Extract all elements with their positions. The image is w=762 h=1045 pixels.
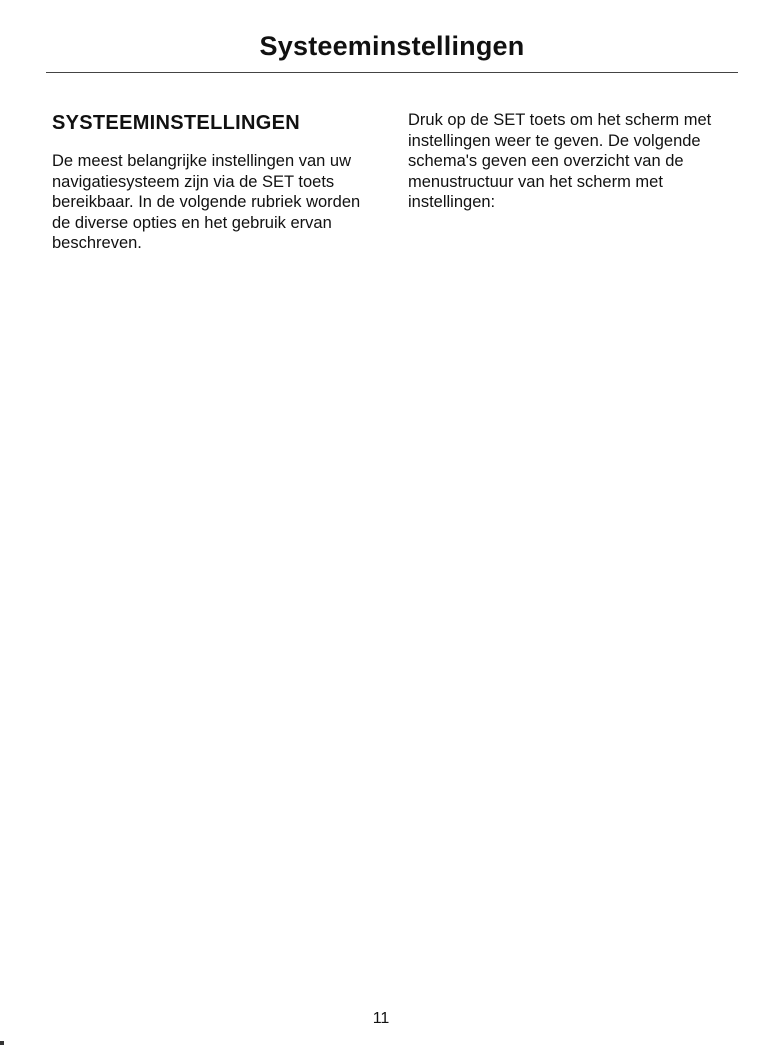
page-header <box>46 28 738 74</box>
header-divider <box>46 72 738 73</box>
left-column <box>52 108 382 254</box>
right-column <box>408 108 726 213</box>
instruction-paragraph: Druk op de SET toets om het scherm met instellingen weer te geven. De volgende schema's geven een overzicht van de menustructuur van het scherm met instellingen: <box>408 111 712 211</box>
page-title: Systeeminstellingen <box>259 31 525 61</box>
section-heading: SYSTEEMINSTELLINGEN <box>52 112 300 134</box>
corner-mark <box>0 1041 4 1045</box>
page-number: 11 <box>372 1010 390 1027</box>
intro-paragraph: De meest belangrijke instellingen van uw navigatiesysteem zijn via de SET toets bereikbaar. In de volgende rubriek worden de diverse opties en het gebruik ervan beschreven. <box>52 152 361 252</box>
